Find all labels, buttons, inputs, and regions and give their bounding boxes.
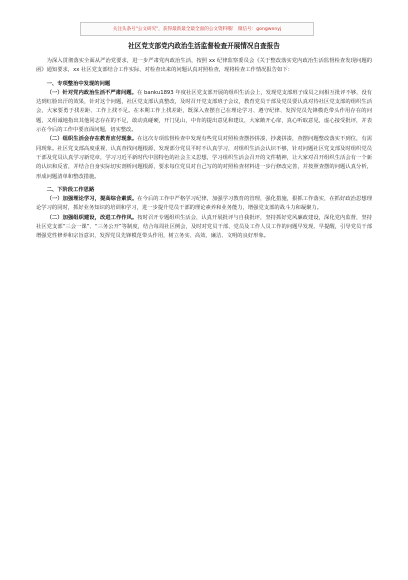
section-2-item-2-heading: （二）加强组织建设，改进工作作风。 — [46, 214, 138, 221]
promo-banner — [80, 22, 314, 36]
section-1-item-2-heading: （二）组织生活会存在教育应付现象。 — [46, 136, 138, 143]
section-2-heading: 二、下阶段工作思路 — [46, 186, 95, 193]
banner-text: 关注头条号"公文研究"，获得最新最全最全面的公文资料哦！ 微信号： — [112, 27, 257, 32]
intro-paragraph: 为深入贯彻落实全面从严治党要求，进一步严肃党内政治生活，按照 xx 纪律监察委员会《关于整改落实党内政治生活监督检查发现问题的函》通知要求，xx 社区党支部结合工作实际，对检查出来的问题认真对照检查，现将检查工作情况报告如下： — [36, 58, 372, 74]
section-1-item-1-heading: （一）针对党内政治生活不严肃问题。 — [46, 89, 137, 96]
section-1-heading: 一、专项整治中发现的问题 — [46, 80, 111, 87]
section-1-item-2 — [36, 135, 372, 181]
section-2-item-2 — [36, 214, 372, 242]
section-2-item-1-heading: （一）加强理论学习，提高综合素质。 — [46, 196, 138, 203]
section-1-item-2-body: 在这次专项监督检查中发现有些党员对照检查摆抄拼凑，抄袭拼凑，查摆问题整改落实不到位，有需同现象。社区党支部高度重视，认真查找问题根源，发现部分党员平时不认真学习，对组织生活会认识不够，针对问题社区党支部及时组织党员干部及党员认真学习新党章，学习习近平新时代中国特色的社会主义思想，学习组织生活会召开的文件精神，让大家对召开组织生活会有一个新的认识和反省，并结合自身实际切实剖析问题根源，要求每位党员对自己写的的对照检查材料进一步行修改完善，并按照查摆的问题认真分析，形成问题清单和整改措施。 — [36, 136, 372, 180]
section-1-item-1 — [36, 89, 372, 135]
document-title: 社区党支部党内政治生活监督检查开展情况自查报告 — [128, 42, 280, 50]
banner-wechat-id: gongwenyj — [256, 26, 282, 32]
section-2-item-1 — [36, 195, 372, 214]
section-1-item-1-body: 在 banku1893 年度社区党支部开展的组织生活会上，发现党支部班子成员之间相互批评不够，没有达到红脸出汗的效果，针对这个问题，社区党支部认真整改，及时召开党支部班子会议，教育党员干部及党员要认真对待社区党支部的组织生活会，大家要勇于找差距、工作上找不足。在本期工作上找差距，既深入查摆自己在理论学习、遵守纪律、发挥党员先锋模范带头作用存在的问题，又组诚地指出其他同志存在的不足，敢动真碰硬，开门见山，中肯的提出意见和建议，大家敞开心扉，真心听取意见，虚心接受批评，并表示在今后的工作中要直面问题，切实整改。 — [36, 89, 372, 134]
section-2-item-2-body: 按时召开专题组织生活会，认真开展批评与自我批评，坚持抓好党风廉政建设，深化党内监督，坚持社区党支部“三会一课”、“三务公开”等制度，结合每周社区例会，及时对党员干部、党员及工作人员工作的问题早发现、早提醒，引导党员干部增强党性修养和宗旨意识，发挥党员先锋模范带头作用，树立务实、高效、廉洁、文明的良好形象。 — [36, 214, 372, 240]
document-body — [36, 42, 372, 242]
section-2-item-1-body: 在今后的工作中严格学习纪律，加强学习教育的管理，强化措施，狠抓工作落实，在抓好政治思想理论学习的同时，抓好业务知识的培训和学习，进一步提升党员干部的理论素养和业务能力，增强党支部的战斗力和凝聚力。 — [36, 196, 372, 212]
